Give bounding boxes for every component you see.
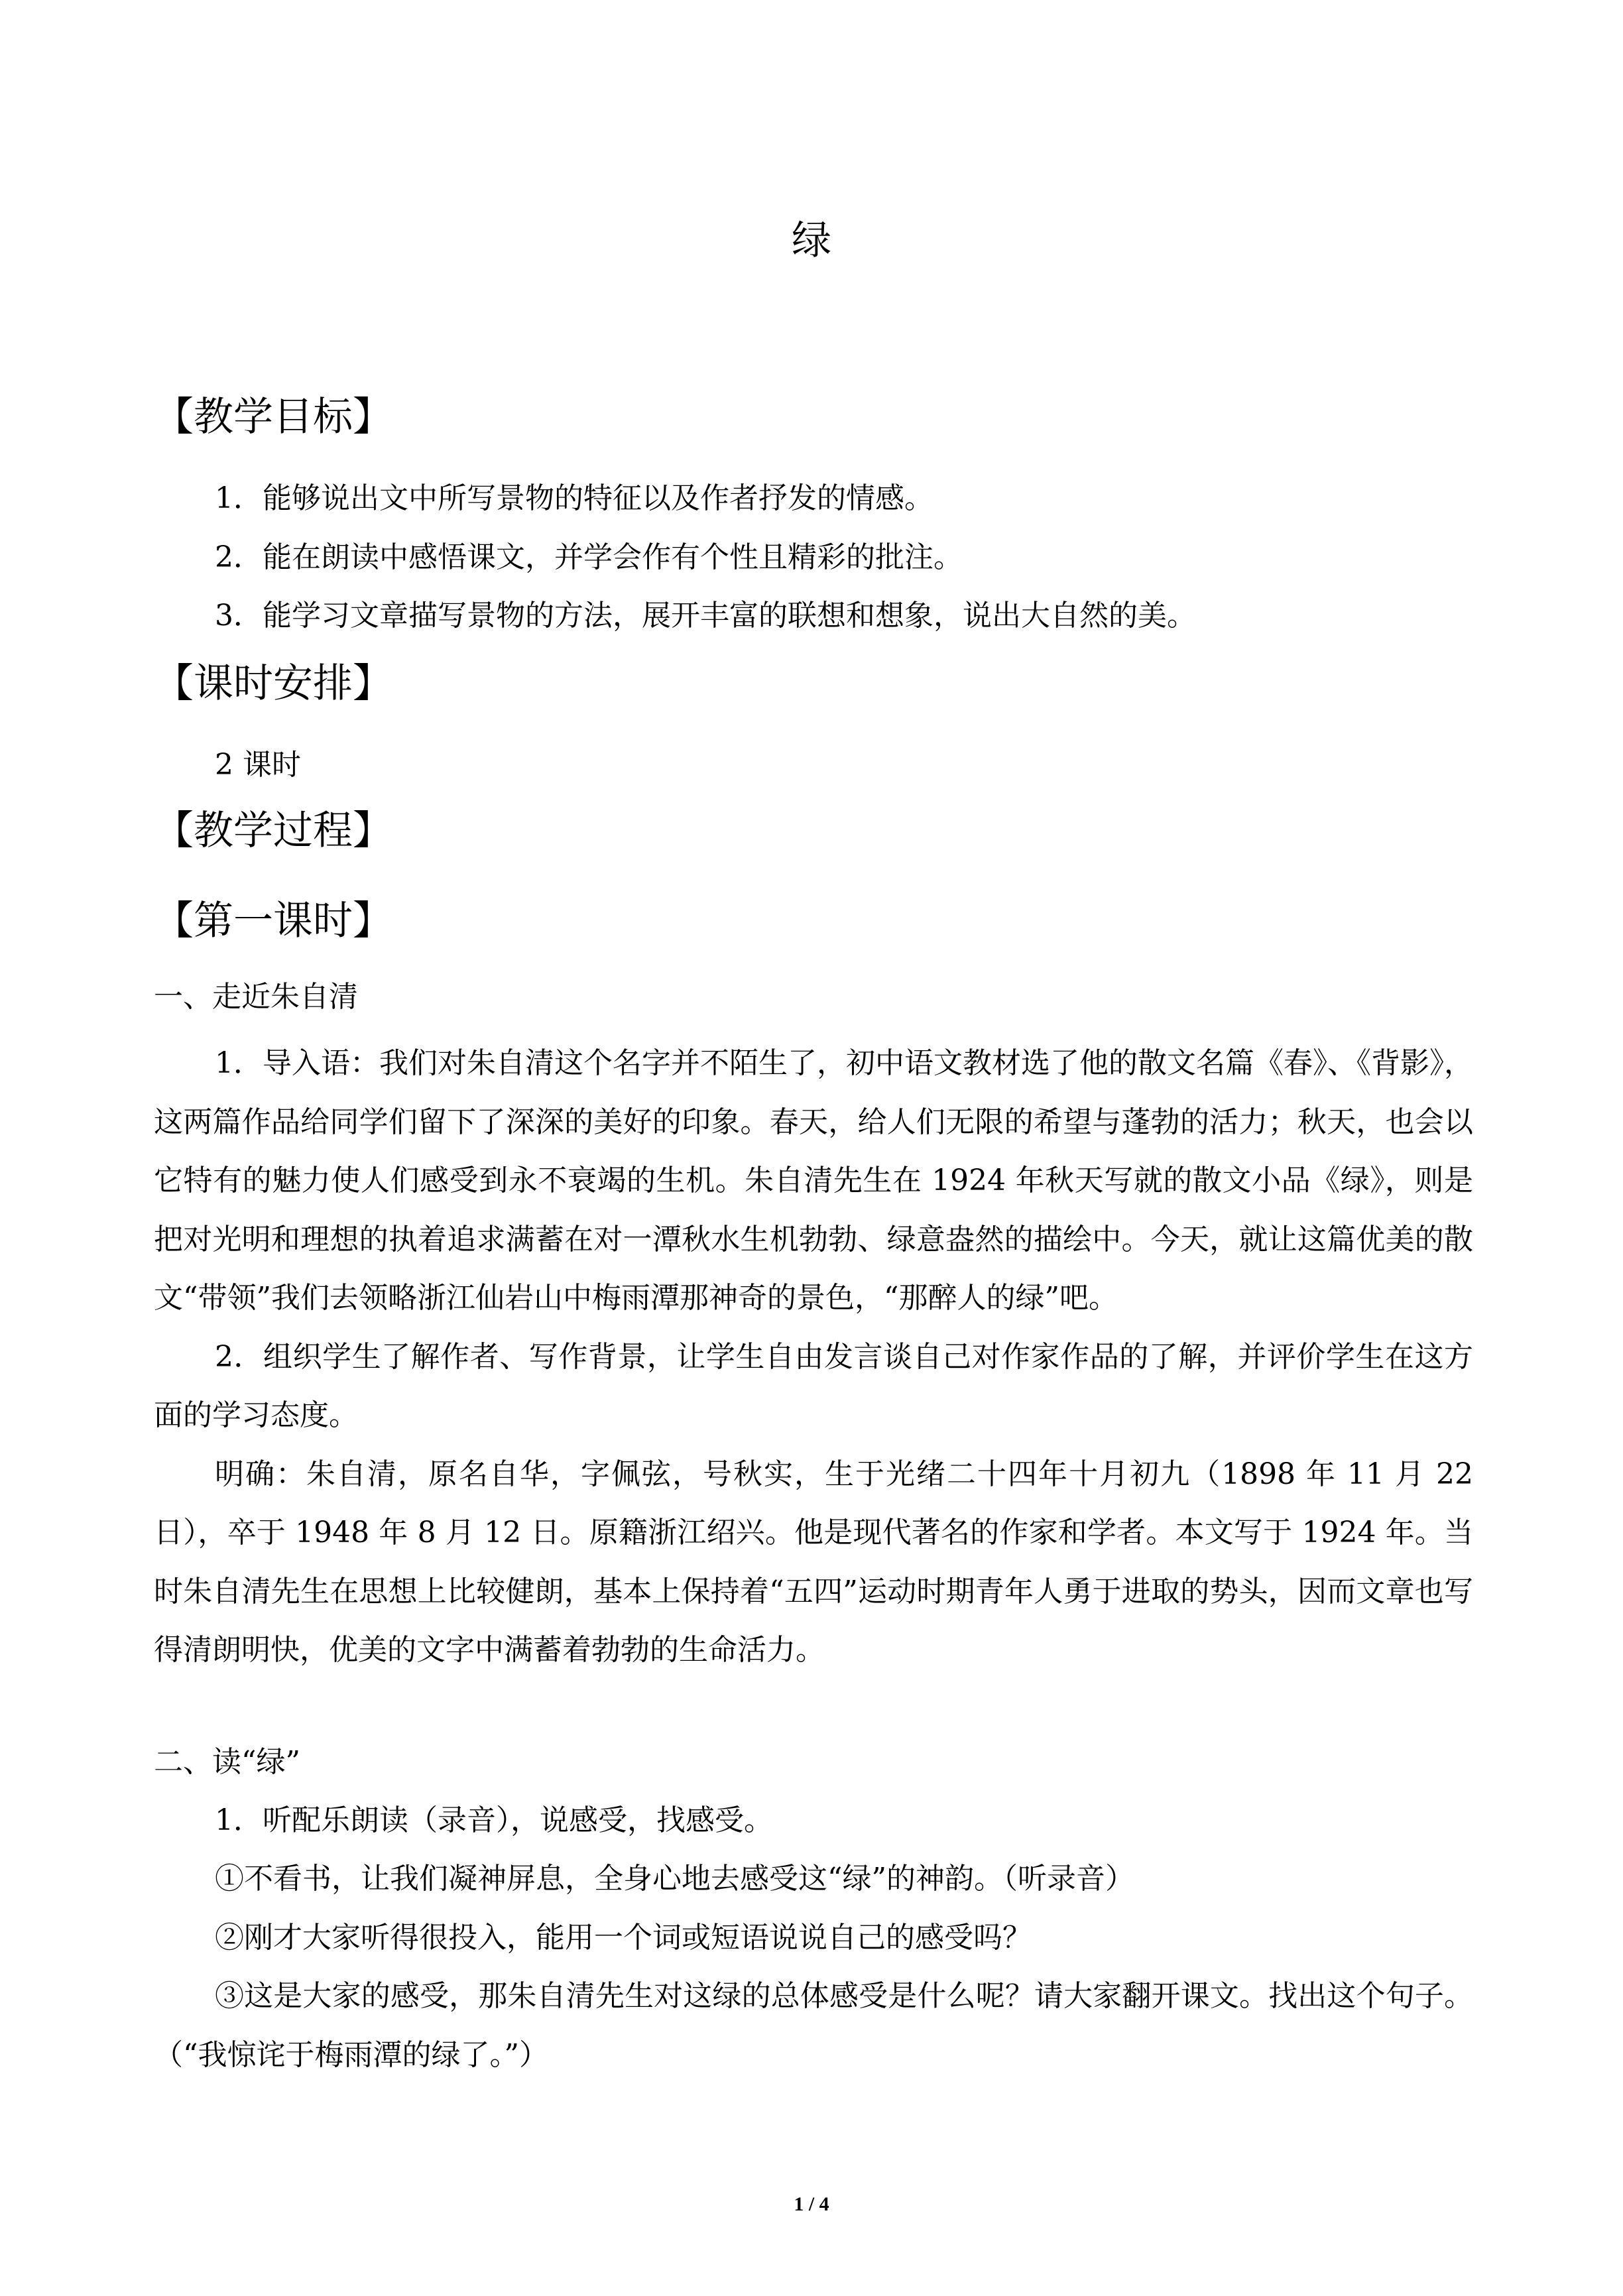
document-title: 绿 [792,217,831,264]
goal-item-3: 3．能学习文章描写景物的方法，展开丰富的联想和想象，说出大自然的美。 [215,599,1196,633]
heading-schedule: 【课时安排】 [154,660,392,707]
section-title-approach-zhu-ziqing: 一、走近朱自清 [154,980,358,1014]
reading-step-1: ①不看书，让我们凝神屏息，全身心地去感受这“绿”的神韵。（听录音） [215,1862,1134,1896]
schedule-text: 2 课时 [215,748,301,782]
heading-first-lesson: 【第一课时】 [154,898,392,944]
reading-step-3-block [154,1967,1473,2085]
reading-item-1: 1．听配乐朗读（录音），说感受，找感受。 [215,1803,773,1837]
section-one-body [154,1034,1473,1680]
paragraph-author-background: 2．组织学生了解作者、写作背景，让学生自由发言谈自己对作家作品的了解，并评价学生在这方面的学习态度。 [154,1339,1473,1432]
heading-teaching-process: 【教学过程】 [154,808,392,854]
section-title-read-green: 二、读“绿” [154,1745,300,1779]
page-number: 1 / 4 [794,2193,829,2215]
paragraph-clarification: 明确：朱自清，原名自华，字佩弦，号秋实，生于光绪二十四年十月初九（1898 年 11 月 22 日），卒于 1948 年 8 月 12 日。原籍浙江绍兴。他是现代著名的作家和学者。本文写于 1924 年。当时朱自清先生在思想上比较健朗，基本上保持着“五四”运动时期青年人勇于进取的势头，因而文章也写得清朗明快，优美的文字中满蓄着勃勃的生命活力。 [154,1457,1473,1667]
paragraph-intro: 1．导入语：我们对朱自清这个名字并不陌生了，初中语文教材选了他的散文名篇《春》、《背影》，这两篇作品给同学们留下了深深的美好的印象。春天，给人们无限的希望与蓬勃的活力；秋天，也会以它特有的魅力使人们感受到永不衰竭的生机。朱自清先生在 1924 年秋天写就的散文小品《绿》，则是把对光明和理想的执着追求满蓄在对一潭秋水生机勃勃、绿意盎然的描绘中。今天，就让这篇优美的散文“带领”我们去领略浙江仙岩山中梅雨潭那神奇的景色，“那醉人的绿”吧。 [154,1046,1473,1315]
goal-item-1: 1．能够说出文中所写景物的特征以及作者抒发的情感。 [215,481,933,515]
reading-step-2: ②刚才大家听得很投入，能用一个词或短语说说自己的感受吗？ [215,1921,1032,1955]
reading-step-3: ③这是大家的感受，那朱自清先生对这绿的总体感受是什么呢？请大家翻开课文。找出这个句子。（“我惊诧于梅雨潭的绿了。”） [154,1979,1473,2072]
heading-teaching-goals: 【教学目标】 [154,394,392,440]
goal-item-2: 2．能在朗读中感悟课文，并学会作有个性且精彩的批注。 [215,540,963,574]
